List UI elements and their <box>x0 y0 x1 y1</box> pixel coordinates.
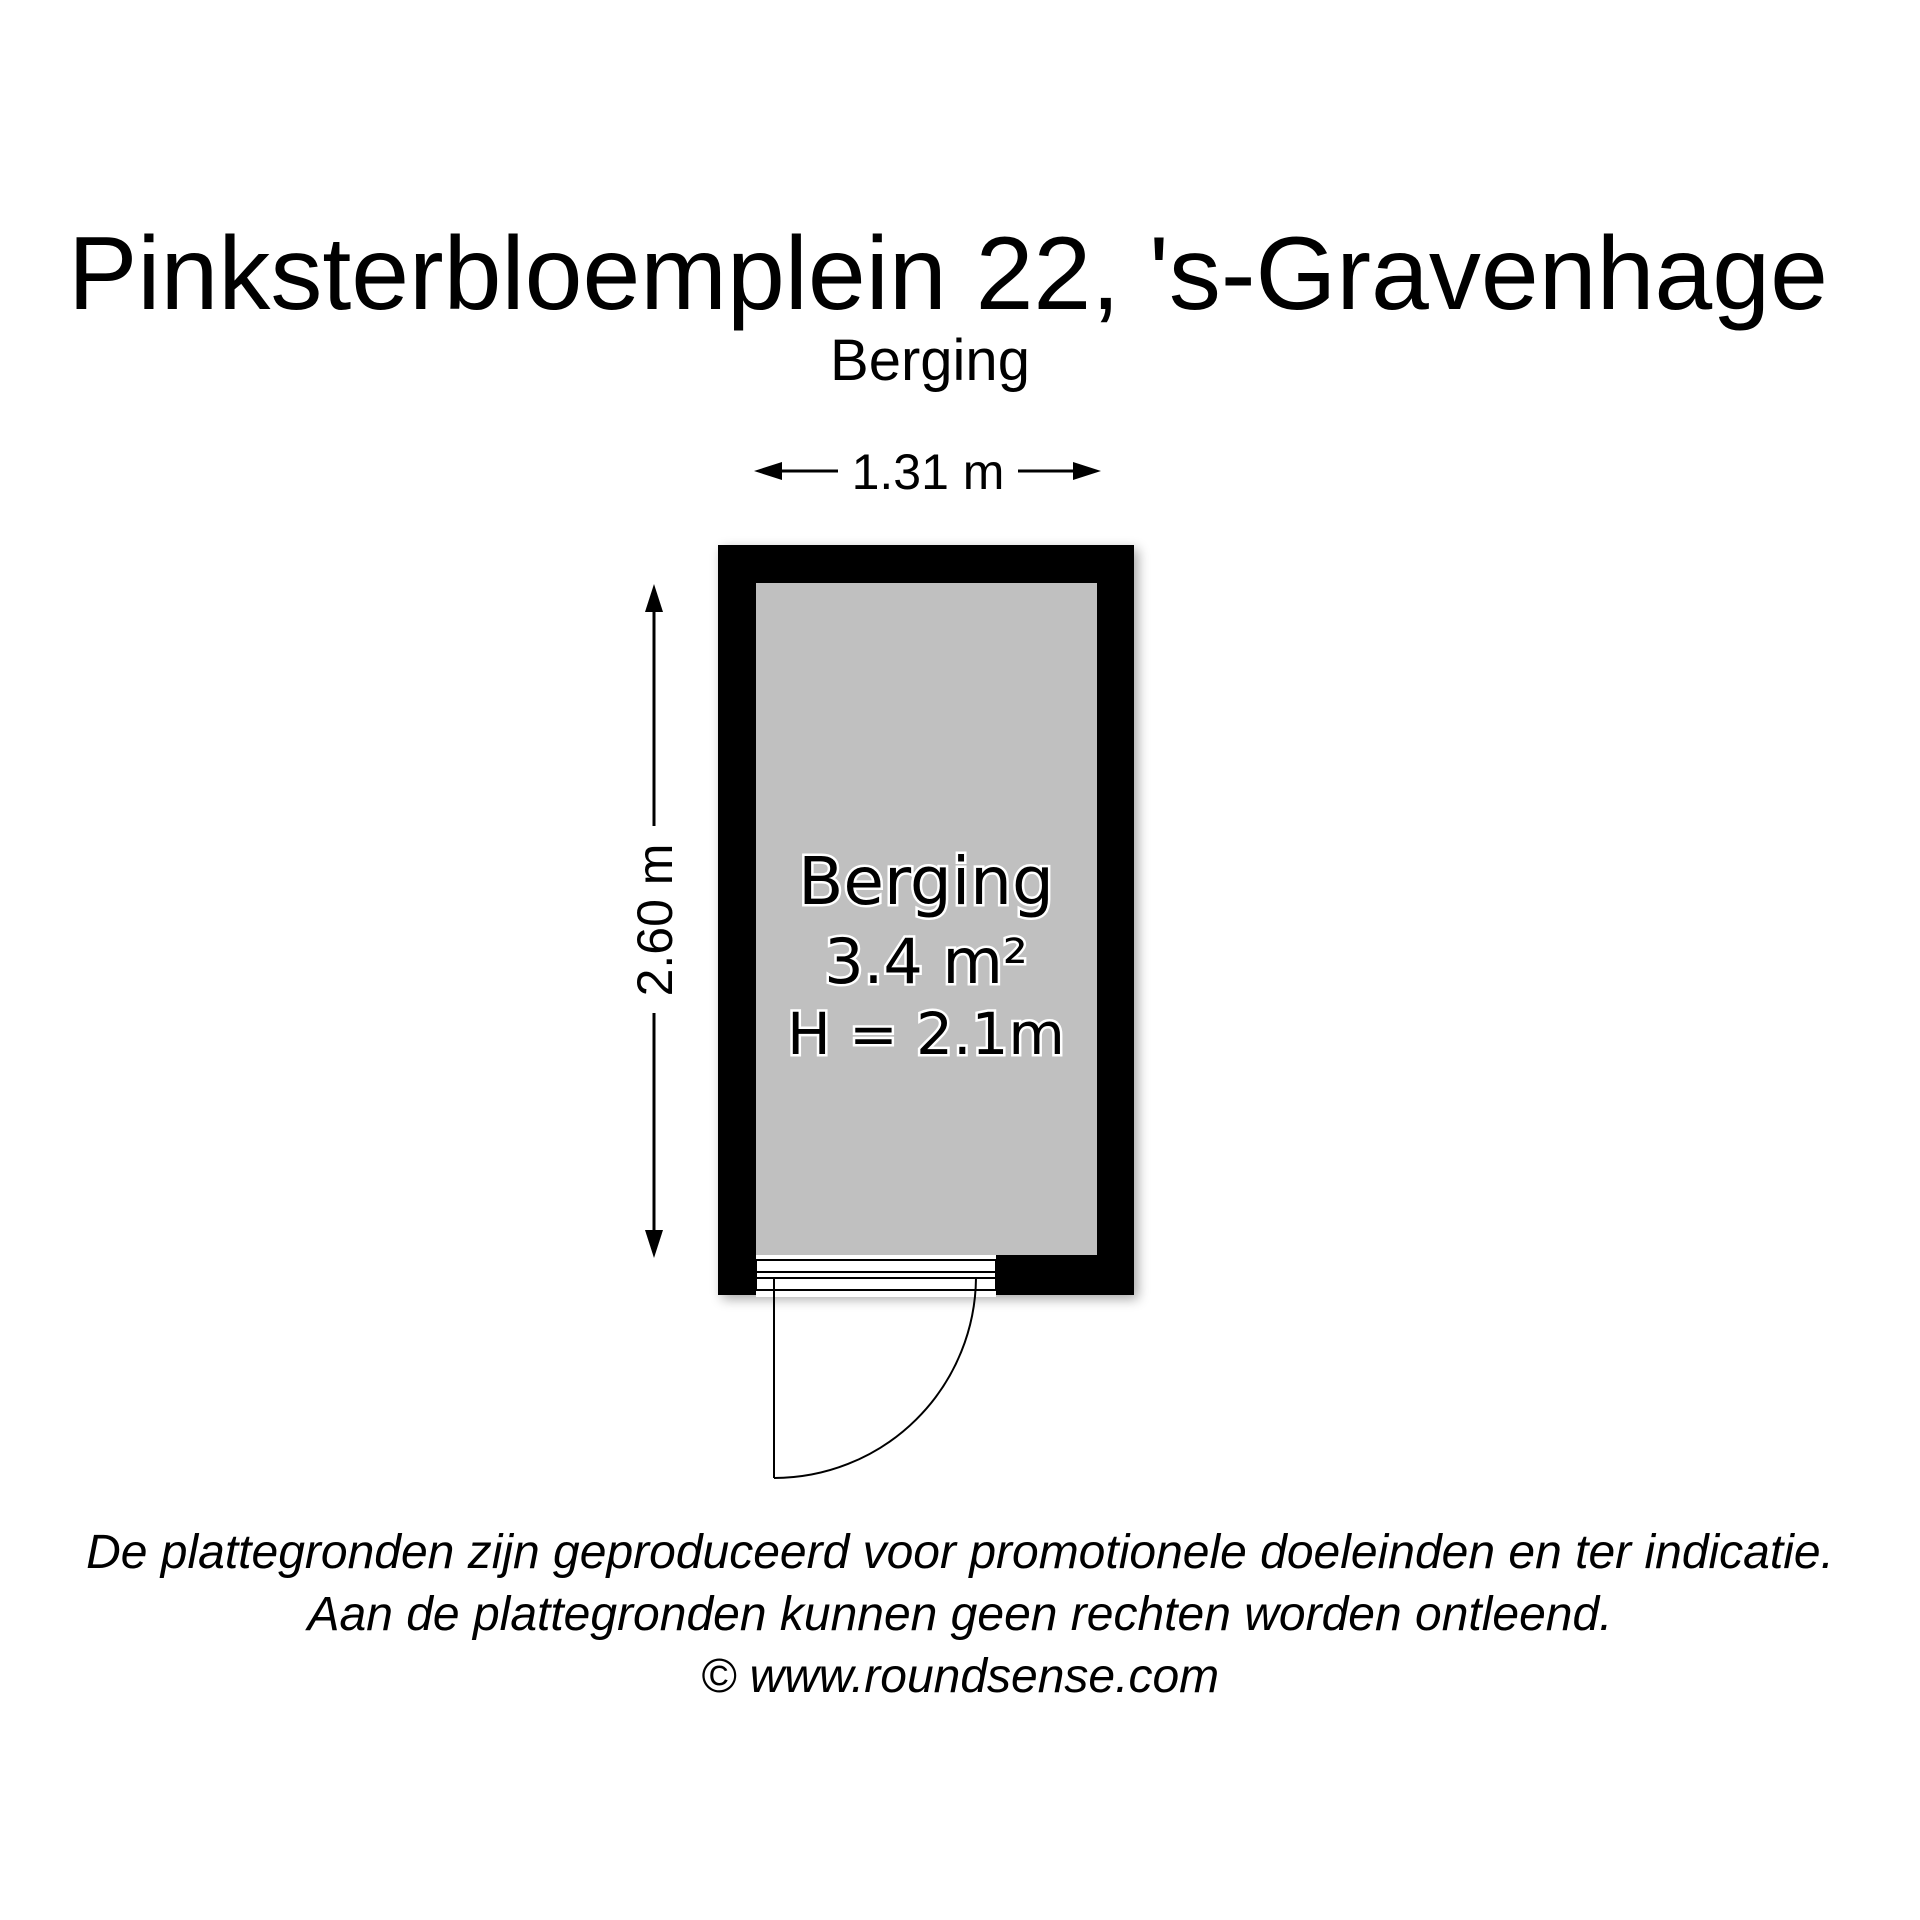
copyright-link[interactable]: © www.roundsense.com <box>700 1650 1220 1703</box>
width-dimension <box>754 444 1101 500</box>
room-name: Berging <box>798 843 1054 920</box>
room-area: 3.4 m² <box>824 925 1028 998</box>
door <box>756 1255 996 1478</box>
length-label: 2.60 m <box>627 843 683 997</box>
room-height: H = 2.1m <box>787 1000 1065 1068</box>
length-dimension <box>627 584 683 1258</box>
floor-subtitle: Berging <box>830 328 1030 393</box>
disclaimer <box>0 1522 1920 1708</box>
page-title: Pinksterbloemplein 22, 's-Gravenhage <box>68 216 1828 332</box>
disclaimer-line-1: De plattegronden zijn geproduceerd voor promotionele doeleinden en ter indicatie. <box>86 1526 1834 1579</box>
width-label: 1.31 m <box>851 444 1005 500</box>
disclaimer-line-2: Aan de plattegronden kunnen geen rechten worden ontleend. <box>307 1588 1613 1641</box>
